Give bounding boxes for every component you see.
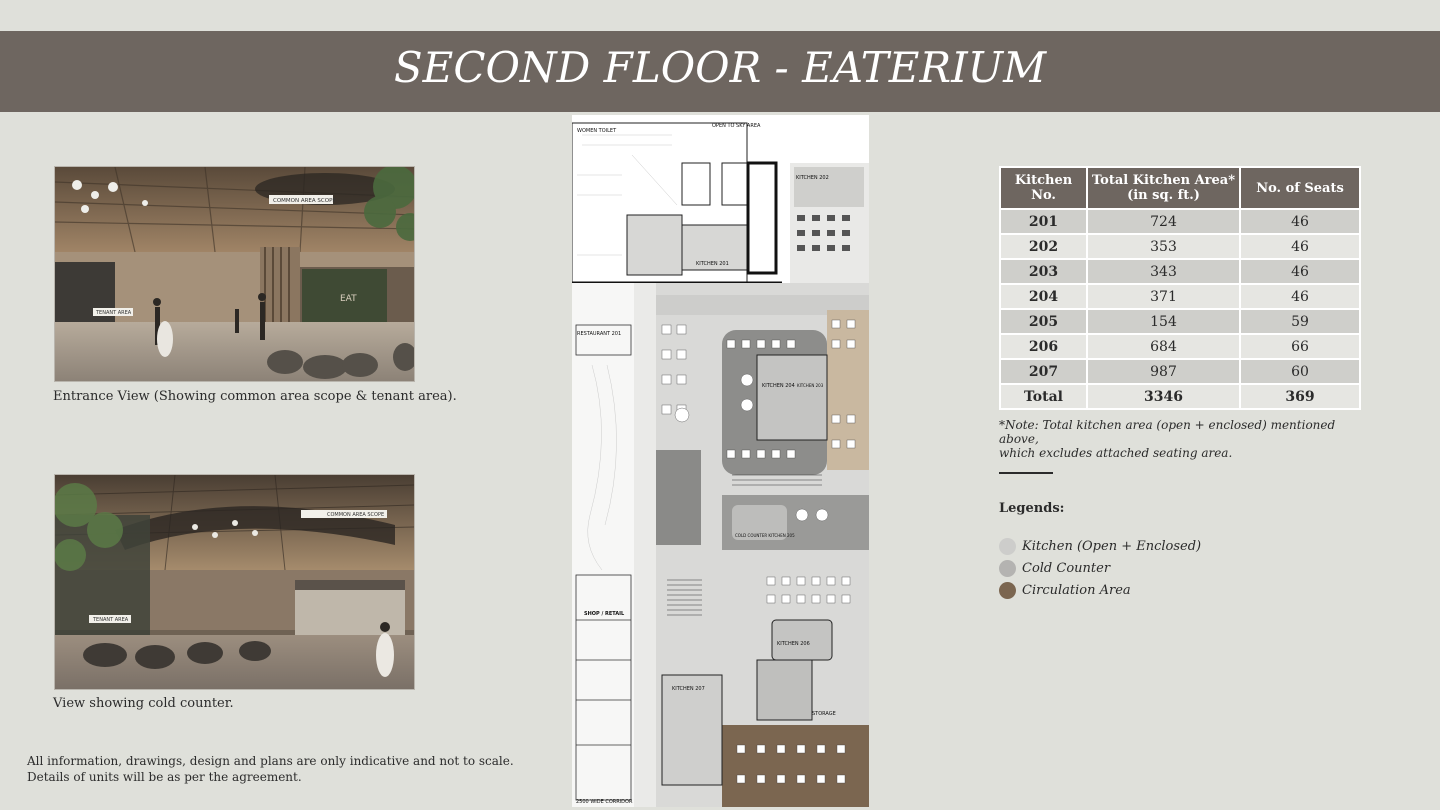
legend-swatch-kitchen [999, 538, 1016, 555]
divider [999, 472, 1053, 474]
kitchen-table [999, 166, 1361, 410]
kitchen-no-cell: 206 [1000, 334, 1087, 359]
plan-label-kitchen-203: KITCHEN 203 [797, 383, 824, 388]
kitchen-no-cell: 205 [1000, 309, 1087, 334]
tenant-area-tag: TENANT AREA [96, 310, 132, 316]
plan-label-storage: STORAGE [812, 711, 836, 717]
col-kitchen-area [1087, 167, 1240, 209]
tenant-area-tag-2: TENANT AREA [93, 617, 129, 623]
table-row [1000, 209, 1360, 234]
plan-label-kitchen-207: KITCHEN 207 [672, 686, 705, 692]
total-area-cell: 3346 [1087, 384, 1240, 409]
common-area-scope-tag-2: COMMON AREA SCOPE [327, 512, 385, 518]
legend-item-circulation [999, 579, 1201, 601]
plan-label-kitchen-206: KITCHEN 206 [777, 641, 810, 647]
table-row [1000, 334, 1360, 359]
plan-label-kitchen-202: KITCHEN 202 [796, 175, 829, 181]
entrance-view-render [54, 166, 415, 382]
area-cell: 353 [1087, 234, 1240, 259]
legend-swatch-circulation [999, 582, 1016, 599]
eat-sign: EAT [340, 294, 357, 304]
plan-label-kitchen-204: KITCHEN 204 [762, 383, 795, 389]
table-row [1000, 234, 1360, 259]
col-seats: No. of Seats [1240, 167, 1360, 209]
page-title: SECOND FLOOR - EATERIUM [393, 43, 1047, 92]
disclaimer-line-2: Details of units will be as per the agreement. [27, 770, 302, 784]
area-cell: 684 [1087, 334, 1240, 359]
legend-label-circulation: Circulation Area [1022, 582, 1131, 598]
area-cell: 343 [1087, 259, 1240, 284]
table-row [1000, 359, 1360, 384]
col-kitchen-area-line-2: (in sq. ft.) [1127, 188, 1200, 203]
seats-cell: 60 [1240, 359, 1360, 384]
legend-swatch-cold-counter [999, 560, 1016, 577]
legend-item-kitchen [999, 535, 1201, 557]
area-cell: 724 [1087, 209, 1240, 234]
cold-counter-render [54, 474, 415, 690]
area-cell: 371 [1087, 284, 1240, 309]
area-cell: 154 [1087, 309, 1240, 334]
plan-label-women-toilet: WOMEN TOILET [577, 128, 617, 134]
seats-cell: 59 [1240, 309, 1360, 334]
legend-label-kitchen: Kitchen (Open + Enclosed) [1022, 538, 1202, 554]
table-row [1000, 309, 1360, 334]
total-seats-cell: 369 [1240, 384, 1360, 409]
kitchen-no-cell: 204 [1000, 284, 1087, 309]
title-banner [0, 31, 1440, 112]
plan-label-kitchen-201: KITCHEN 201 [696, 261, 729, 267]
plan-label-corridor: 2500 WIDE CORRIDOR [576, 799, 633, 805]
plan-label-kitchen-205: COLD COUNTER KITCHEN 205 [735, 533, 795, 538]
legend-title: Legends: [999, 501, 1065, 516]
col-kitchen-area-line-1: Total Kitchen Area* [1091, 173, 1236, 188]
total-label-cell: Total [1000, 384, 1087, 409]
plan-label-open-to-sky: OPEN TO SKY AREA [712, 123, 761, 129]
table-total-row [1000, 384, 1360, 409]
seats-cell: 66 [1240, 334, 1360, 359]
table-note [999, 418, 1349, 460]
table-header-row [1000, 167, 1360, 209]
kitchen-no-cell: 201 [1000, 209, 1087, 234]
table-row [1000, 284, 1360, 309]
plan-label-restaurant-201: RESTAURANT 201 [577, 331, 622, 337]
entrance-view-caption: Entrance View (Showing common area scope & tenant area). [53, 389, 457, 404]
area-cell: 987 [1087, 359, 1240, 384]
note-line-2: which excludes attached seating area. [999, 446, 1233, 460]
common-area-scope-tag: COMMON AREA SCOPE [273, 198, 336, 204]
col-kitchen-no: Kitchen No. [1000, 167, 1087, 209]
legend-label-cold-counter: Cold Counter [1022, 560, 1111, 576]
seats-cell: 46 [1240, 209, 1360, 234]
table-row [1000, 259, 1360, 284]
legend-item-cold-counter [999, 557, 1201, 579]
kitchen-no-cell: 202 [1000, 234, 1087, 259]
floor-plan [572, 115, 869, 807]
note-line-1: *Note: Total kitchen area (open + enclosed) mentioned above, [999, 418, 1336, 446]
seats-cell: 46 [1240, 234, 1360, 259]
seats-cell: 46 [1240, 284, 1360, 309]
kitchen-no-cell: 203 [1000, 259, 1087, 284]
kitchen-no-cell: 207 [1000, 359, 1087, 384]
seats-cell: 46 [1240, 259, 1360, 284]
cold-counter-caption: View showing cold counter. [53, 696, 234, 711]
legend [999, 535, 1201, 601]
disclaimer-line-1: All information, drawings, design and plans are only indicative and not to scale. [27, 754, 514, 768]
plan-label-shop-retail: SHOP / RETAIL [584, 611, 625, 617]
disclaimer [27, 753, 514, 785]
